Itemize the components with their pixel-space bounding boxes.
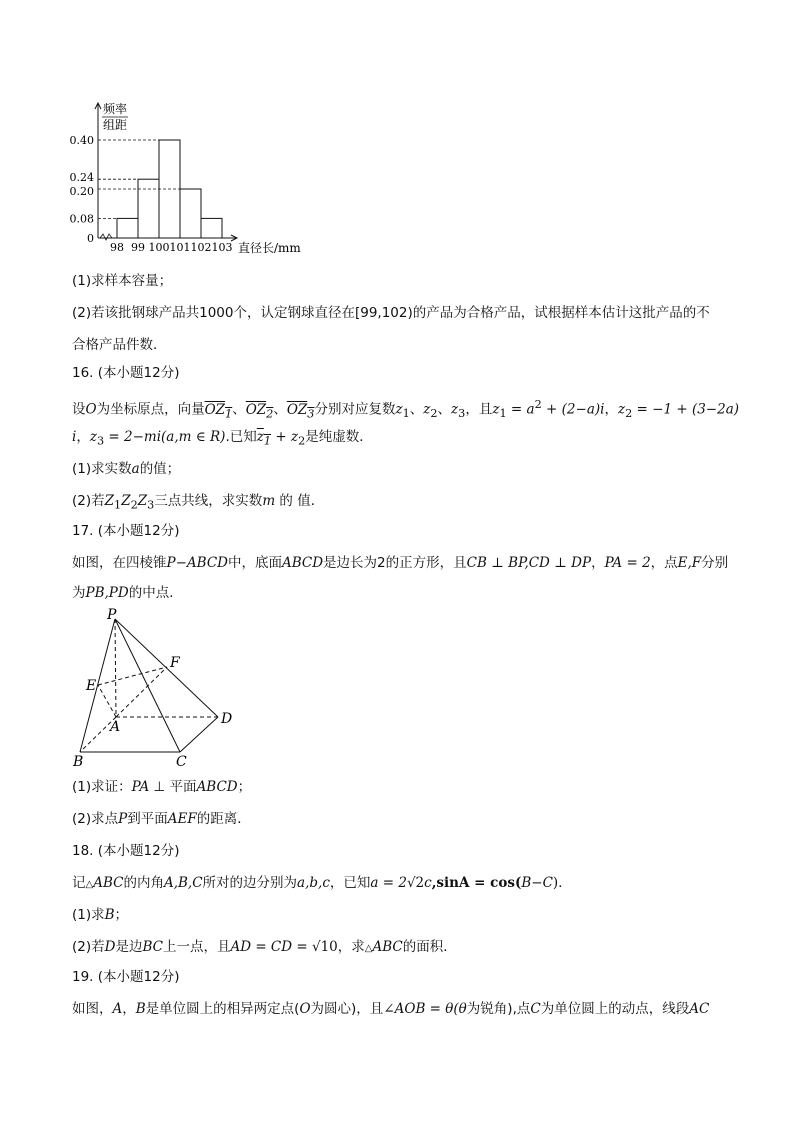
q18-part1: (1)求B； xyxy=(72,907,129,923)
y-axis-label-bottom: 组距 xyxy=(103,118,128,132)
q18-part2: (2)若D是边BC上一点，且AD = CD = √10，求△ABC的面积． xyxy=(72,939,457,955)
frequency-histogram xyxy=(0,0,794,260)
q17-header: 17. (本小题12分) xyxy=(72,523,180,539)
x-tick-label: 100 xyxy=(148,241,170,254)
edge-EF xyxy=(98,667,167,685)
q17-part1: (1)求证：PA ⊥ 平面ABCD； xyxy=(72,779,252,795)
x-tick-label: 103 xyxy=(211,241,233,254)
y-axis-label-top: 频率 xyxy=(103,102,128,116)
edge-AE xyxy=(98,685,116,717)
q17-part2: (2)求点P到平面AEF的距离． xyxy=(72,811,251,827)
x-tick-label: 99 xyxy=(131,241,145,254)
label-D: D xyxy=(221,711,233,727)
x-axis-label: 直径长/mm xyxy=(238,241,301,255)
q19-header: 19. (本小题12分) xyxy=(72,969,180,985)
q16-line1: 设O为坐标原点，向量$OZ_1$、$OZ_2$、$OZ_3$分别对应复数$z_1$、$z_2$、$z_3$，且$z_1 = a^2 + (2-a)i$，$z_2 = -1 + (3-2a)$ xyxy=(72,398,740,421)
label-F: F xyxy=(170,655,180,671)
y-tick-label: 0 xyxy=(87,232,94,245)
histogram-bar xyxy=(138,179,159,238)
histogram-bar xyxy=(180,189,201,238)
q15-part2-line2: 合格产品件数． xyxy=(72,337,167,353)
histogram-bar xyxy=(201,218,222,238)
q16-line2: i，$z_3 = 2-mi(a,m$ ∈ R).已知$z_1 + z_2$是纯虚数． xyxy=(72,429,373,448)
y-tick-label: 0.20 xyxy=(69,185,94,198)
histogram-bar xyxy=(117,218,138,238)
q18-line1: 记△ABC的内角A,B,C所对的边分别为a,b,c，已知a = 2√2c,sinA = cos(B−C)． xyxy=(72,875,572,891)
label-A: A xyxy=(110,719,121,735)
histogram-bars xyxy=(98,140,222,238)
label-E: E xyxy=(86,678,97,694)
q18-header: 18. (本小题12分) xyxy=(72,843,180,859)
label-C: C xyxy=(176,754,187,770)
q16-part2: (2)若$Z_1Z_2Z_3$三点共线，求实数m 的 值． xyxy=(72,493,325,512)
y-tick-label: 0.24 xyxy=(69,171,94,185)
edge-PA xyxy=(115,619,116,717)
q17-line2: 为PB,PD的中点． xyxy=(72,585,183,601)
q19-line1: 如图，A，B是单位圆上的相异两定点(O为圆心)，且∠AOB = θ(θ为锐角),点C为单位圆上的动点，线段AC xyxy=(72,1001,710,1017)
q17-line1: 如图，在四棱锥P−ABCD中，底面ABCD是边长为2的正方形，且CB ⊥ BP,CD ⊥ DP，PA = 2，点E,F分别 xyxy=(72,555,729,571)
q16-header: 16. (本小题12分) xyxy=(72,365,180,381)
label-P: P xyxy=(107,607,117,623)
y-tick-label: 0.40 xyxy=(69,134,94,147)
pyramid-diagram xyxy=(0,605,794,770)
x-tick-label: 101 xyxy=(169,241,191,254)
q15-part2-line1: (2)若该批钢球产品共1000个，认定钢球直径在[99,102)的产品为合格产品，试根据样本估计这批产品的不 xyxy=(72,305,710,321)
x-tick-label: 102 xyxy=(190,241,212,254)
label-B: B xyxy=(73,754,84,770)
axis-break-symbol xyxy=(100,234,112,240)
x-tick-label: 98 xyxy=(110,241,124,254)
histogram-ticks xyxy=(70,134,233,254)
q16-part1: (1)求实数a的值； xyxy=(72,461,181,477)
q15-part1: (1)求样本容量； xyxy=(72,273,173,289)
y-tick-label: 0.08 xyxy=(69,212,94,226)
edge-CD xyxy=(180,717,218,752)
